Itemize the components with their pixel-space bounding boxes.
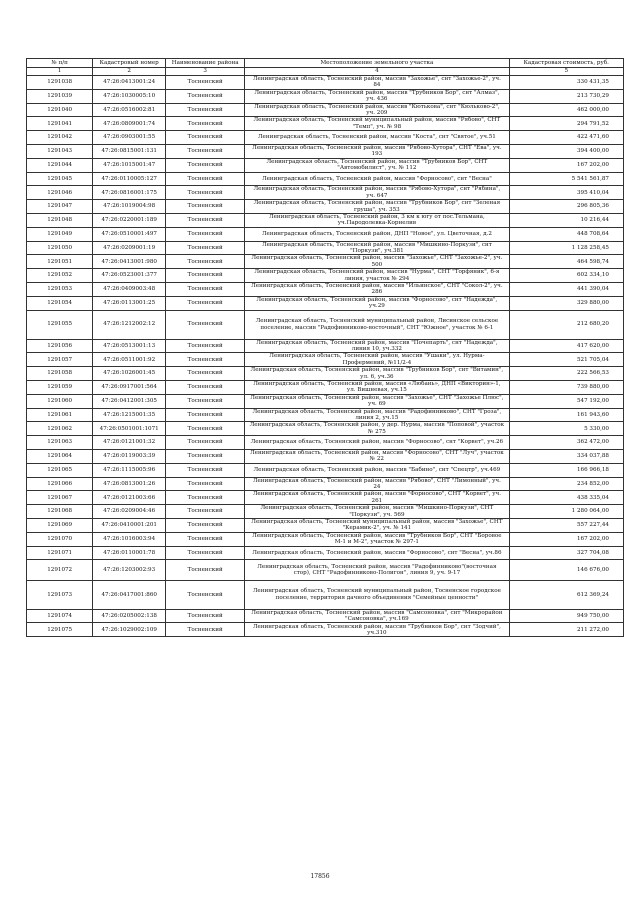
row-district: Тосненский [166,394,245,408]
row-index: 1291044 [27,158,93,172]
row-index: 1291052 [27,269,93,283]
row-cadastral-number: 47:26:0119003:39 [93,449,166,463]
row-district: Тосненский [166,463,245,477]
row-location: Ленинградская область, Тосненский район, массив "Форносово", СНТ "Луч", участок № 22 [245,449,509,463]
row-value: 1 128 258,45 [509,241,624,255]
row-index: 1291058 [27,367,93,381]
row-location: Ленинградская область, Тосненский район, массив "Бабино", снт "Спецтр", уч.469 [245,463,509,477]
table-row [27,609,624,623]
row-cadastral-number: 47:26:0412001:305 [93,394,166,408]
row-cadastral-number: 47:26:0413001:24 [93,76,166,90]
row-cadastral-number: 47:26:0205002:138 [93,609,166,623]
row-value: 5 330,00 [509,422,624,436]
header-cadastral-number: Кадастровый номер [93,59,166,68]
row-index: 1291040 [27,103,93,117]
row-value: 521 705,04 [509,353,624,367]
table-row [27,76,624,90]
row-district: Тосненский [166,296,245,310]
row-location: Ленинградская область, Тосненский район, массив "Радофинниково"(восточная стор), СНТ "Радофинниково-Полигон", линия 9, уч. 9-17 [245,560,509,580]
row-cadastral-number: 47:26:0121003:66 [93,491,166,505]
row-index: 1291046 [27,186,93,200]
table-row [27,580,624,609]
row-location: Ленинградская область, Тосненский район, массив "Рябово-Хутора", СНТ "Ева", уч. 193 [245,144,509,158]
row-cadastral-number: 47:26:0815001:131 [93,144,166,158]
row-index: 1291069 [27,518,93,532]
row-district: Тосненский [166,339,245,353]
row-location: Ленинградская область, Тосненский район, 3 км к югу от пос.Тельмана, уч.Пародолевка-Корнелив [245,213,509,227]
row-cadastral-number: 47:26:1215001:35 [93,408,166,422]
row-cadastral-number: 47:26:0110005:127 [93,172,166,186]
row-cadastral-number: 47:26:1029002:109 [93,623,166,637]
document-page [26,58,624,637]
page-number: 17856 [310,873,330,880]
row-index: 1291049 [27,227,93,241]
row-district: Тосненский [166,518,245,532]
row-value: 296 805,36 [509,200,624,214]
table-row [27,449,624,463]
row-location: Ленинградская область, Тосненский район, массив "Мишкино-Поркузи", СНТ "Поркузи", уч. 569 [245,505,509,519]
row-index: 1291057 [27,353,93,367]
table-row [27,463,624,477]
row-cadastral-number: 47:26:0510001:497 [93,227,166,241]
row-cadastral-number: 47:26:0809001:74 [93,117,166,131]
row-value: 212 680,20 [509,310,624,339]
row-location: Ленинградская область, Тосненский район, массив "Захожье", СНТ "Захожье-2", уч. 500 [245,255,509,269]
row-index: 1291068 [27,505,93,519]
row-district: Тосненский [166,227,245,241]
header-location: Местоположение земельного участка [245,59,509,68]
row-cadastral-number: 47:26:0903001:55 [93,131,166,145]
table-row [27,422,624,436]
row-cadastral-number: 47:26:0113001:25 [93,296,166,310]
row-value: 234 852,00 [509,477,624,491]
row-location: Ленинградская область, Тосненский район, массив "Ильинское", СНТ "Сокол-2", уч. 286 [245,282,509,296]
row-value: 330 431,35 [509,76,624,90]
row-district: Тосненский [166,172,245,186]
row-index: 1291043 [27,144,93,158]
row-index: 1291067 [27,491,93,505]
row-cadastral-number: 47:26:0220001:189 [93,213,166,227]
row-location: Ленинградская область, Тосненский район, у дер. Нурма, массив "Поповой", участок № 275 [245,422,509,436]
row-cadastral-number: 47:26:0410001:201 [93,518,166,532]
row-location: Ленинградская область, Тосненский район, массив "Форносово", снт "Весна" [245,172,509,186]
row-cadastral-number: 47:26:1115005:96 [93,463,166,477]
row-index: 1291053 [27,282,93,296]
row-location: Ленинградская область, Тосненский район, массив "Мишкино-Поркузи", снт "Поркузи", уч.381 [245,241,509,255]
row-district: Тосненский [166,367,245,381]
row-index: 1291041 [27,117,93,131]
row-value: 213 730,29 [509,89,624,103]
row-index: 1291063 [27,436,93,450]
row-value: 739 880,00 [509,380,624,394]
table-row [27,269,624,283]
row-index: 1291062 [27,422,93,436]
row-index: 1291056 [27,339,93,353]
row-district: Тосненский [166,76,245,90]
row-index: 1291070 [27,532,93,546]
table-row [27,560,624,580]
row-value: 557 227,44 [509,518,624,532]
table-row [27,339,624,353]
table-row [27,131,624,145]
row-location: Ленинградская область, Тосненский район, массив "Форносово", снт "Корвет", уч.26 [245,436,509,450]
row-index: 1291075 [27,623,93,637]
col-number-3: 3 [166,68,245,76]
row-cadastral-number: 47:26:1212002:12 [93,310,166,339]
row-cadastral-number: 47:26:0110001:78 [93,546,166,560]
row-district: Тосненский [166,144,245,158]
table-row [27,186,624,200]
table-header [27,59,624,76]
row-value: 334 037,88 [509,449,624,463]
header-index: № п/п [27,59,93,68]
row-index: 1291042 [27,131,93,145]
table-row [27,532,624,546]
row-location: Ленинградская область, Тосненский муниципальный район, массив "Рябово", СНТ "Темп", уч. № 98 [245,117,509,131]
row-index: 1291047 [27,200,93,214]
table-row [27,89,624,103]
table-row [27,172,624,186]
row-district: Тосненский [166,408,245,422]
row-index: 1291060 [27,394,93,408]
row-value: 1 280 064,00 [509,505,624,519]
row-district: Тосненский [166,200,245,214]
table-body [27,76,624,637]
row-location: Ленинградская область, Тосненский муниципальный район, Тосненское городское поселение, территория дачного объединения "Семейные ценности" [245,580,509,609]
row-district: Тосненский [166,310,245,339]
row-cadastral-number: 47:26:1015001:47 [93,158,166,172]
row-value: 464 598,74 [509,255,624,269]
row-index: 1291055 [27,310,93,339]
row-cadastral-number: 47:26:1030005:10 [93,89,166,103]
row-index: 1291066 [27,477,93,491]
table-row [27,158,624,172]
table-row [27,282,624,296]
row-index: 1291059 [27,380,93,394]
row-value: 294 791,52 [509,117,624,131]
row-location: Ленинградская область, Тосненский район, массив "Трубников Бор", СНТ "Боровое М-1 и М-2", участок № 297-1 [245,532,509,546]
row-district: Тосненский [166,269,245,283]
row-district: Тосненский [166,255,245,269]
row-district: Тосненский [166,241,245,255]
cadastral-table [26,58,624,637]
row-value: 417 620,00 [509,339,624,353]
row-value: 166 966,18 [509,463,624,477]
row-value: 612 369,24 [509,580,624,609]
table-row [27,367,624,381]
row-value: 146 676,00 [509,560,624,580]
table-row [27,394,624,408]
row-value: 167 202,00 [509,532,624,546]
row-district: Тосненский [166,131,245,145]
row-cadastral-number: 47:26:0511001:92 [93,353,166,367]
row-district: Тосненский [166,282,245,296]
row-cadastral-number: 47:26:0209001:19 [93,241,166,255]
row-location: Ленинградская область, Тосненский район, массив "Самсоновка", снт "Микрорайон "Самсоновка", уч.169 [245,609,509,623]
row-cadastral-number: 47:26:0417001:860 [93,580,166,609]
row-district: Тосненский [166,422,245,436]
table-row [27,213,624,227]
row-location: Ленинградская область, Тосненский район, массив "Почепарть", снт "Надежда", линия 10, уч.332 [245,339,509,353]
row-cadastral-number: 47:26:0413001:980 [93,255,166,269]
row-location: Ленинградская область, Тосненский район, массив "Захожье", СНТ "Захожье Плюс", уч. 69 [245,394,509,408]
row-cadastral-number: 47:26:0501001:1071 [93,422,166,436]
table-row [27,241,624,255]
row-district: Тосненский [166,117,245,131]
row-value: 327 704,08 [509,546,624,560]
table-row [27,408,624,422]
row-value: 395 410,04 [509,186,624,200]
row-district: Тосненский [166,560,245,580]
row-value: 161 943,60 [509,408,624,422]
row-location: Ленинградская область, Тосненский район, массив «Любань», ДНП «Викторин»-1, ул. Вишневая, уч.15 [245,380,509,394]
row-location: Ленинградская область, Тосненский муниципальный район, Лисинское сельское поселение, массив "Радофинниково-восточный", СНТ "Южное", участок № 6-1 [245,310,509,339]
row-district: Тосненский [166,158,245,172]
row-cadastral-number: 47:26:0121001:32 [93,436,166,450]
row-cadastral-number: 47:26:0813001:26 [93,477,166,491]
row-location: Ленинградская область, Тосненский район, массив "Форносово", снт "Весна", уч.86 [245,546,509,560]
row-value: 362 472,00 [509,436,624,450]
col-number-2: 2 [93,68,166,76]
row-cadastral-number: 47:26:0409003:48 [93,282,166,296]
row-value: 394 400,00 [509,144,624,158]
row-index: 1291073 [27,580,93,609]
table-row [27,380,624,394]
row-value: 167 202,00 [509,158,624,172]
row-location: Ленинградская область, Тосненский район, ДНП "Новое", ул. Цветочная, д.2 [245,227,509,241]
row-value: 462 000,00 [509,103,624,117]
row-index: 1291065 [27,463,93,477]
table-row [27,353,624,367]
row-district: Тосненский [166,186,245,200]
row-cadastral-number: 47:26:1203002:93 [93,560,166,580]
col-number-1: 1 [27,68,93,76]
row-location: Ленинградская область, Тосненский район, массив "Трубников Бор", СНТ "Автомобилист", уч. № 112 [245,158,509,172]
row-cadastral-number: 47:26:0513001:13 [93,339,166,353]
row-location: Ленинградская область, Тосненский район, массив "Трубников Бор", снт "Зеленая груша", уч. 353 [245,200,509,214]
table-row [27,296,624,310]
row-index: 1291054 [27,296,93,310]
row-district: Тосненский [166,353,245,367]
table-row [27,103,624,117]
row-value: 949 750,00 [509,609,624,623]
row-value: 329 880,00 [509,296,624,310]
row-index: 1291074 [27,609,93,623]
row-value: 5 541 561,87 [509,172,624,186]
row-district: Тосненский [166,505,245,519]
table-row [27,546,624,560]
table-row [27,491,624,505]
row-district: Тосненский [166,491,245,505]
row-location: Ленинградская область, Тосненский район, массив "Нурма", СНТ "Торфяник", 6-я линия, участок № 294 [245,269,509,283]
table-row [27,518,624,532]
row-location: Ленинградская область, Тосненский район, массив "Ушаки", ул. Нурма-Профермений, №11/2-4 [245,353,509,367]
row-district: Тосненский [166,580,245,609]
row-cadastral-number: 47:26:1019004:98 [93,200,166,214]
row-location: Ленинградская область, Тосненский муниципальный район, массив "Захожье", СНТ "Керамик-2", уч. № 141 [245,518,509,532]
row-index: 1291039 [27,89,93,103]
row-index: 1291038 [27,76,93,90]
table-row [27,255,624,269]
row-cadastral-number: 47:26:0209004:46 [93,505,166,519]
row-location: Ленинградская область, Тосненский район, массив "Трубников Бор", снт "Алмаз", уч. 436 [245,89,509,103]
row-cadastral-number: 47:26:1016003:94 [93,532,166,546]
table-row [27,623,624,637]
row-index: 1291051 [27,255,93,269]
row-cadastral-number: 47:26:0523001:377 [93,269,166,283]
row-index: 1291048 [27,213,93,227]
row-district: Тосненский [166,213,245,227]
table-row [27,505,624,519]
row-value: 441 390,04 [509,282,624,296]
row-location: Ленинградская область, Тосненский район, массив "Форносово", СНТ "Корвет", уч. 261 [245,491,509,505]
row-district: Тосненский [166,103,245,117]
row-district: Тосненский [166,449,245,463]
row-index: 1291061 [27,408,93,422]
row-district: Тосненский [166,546,245,560]
row-value: 422 471,60 [509,131,624,145]
table-row [27,227,624,241]
table-row [27,477,624,491]
row-location: Ленинградская область, Тосненский район, массив "Трубников Бор", снт "Витамин", ул. 6, уч.36 [245,367,509,381]
row-value: 547 192,00 [509,394,624,408]
row-location: Ленинградская область, Тосненский район, массив "Рябово", СНТ "Лимонный", уч. 24 [245,477,509,491]
row-index: 1291050 [27,241,93,255]
row-cadastral-number: 47:26:0516002:81 [93,103,166,117]
row-district: Тосненский [166,89,245,103]
row-index: 1291072 [27,560,93,580]
table-row [27,117,624,131]
row-index: 1291045 [27,172,93,186]
col-number-5: 5 [509,68,624,76]
row-index: 1291064 [27,449,93,463]
row-cadastral-number: 47:26:0816001:175 [93,186,166,200]
row-district: Тосненский [166,477,245,491]
row-district: Тосненский [166,532,245,546]
row-location: Ленинградская область, Тосненский район, массив "Кютькова", снт "Кюльково-2", уч. 209 [245,103,509,117]
row-value: 602 334,10 [509,269,624,283]
row-value: 10 216,44 [509,213,624,227]
row-location: Ленинградская область, Тосненский район, массив "Форносово", снт "Надежда", уч.29 [245,296,509,310]
row-cadastral-number: 47:26:1026001:45 [93,367,166,381]
table-row [27,200,624,214]
row-district: Тосненский [166,623,245,637]
row-district: Тосненский [166,609,245,623]
row-location: Ленинградская область, Тосненский район, массив "Коста", снт "Святое", уч.51 [245,131,509,145]
row-district: Тосненский [166,380,245,394]
col-number-4: 4 [245,68,509,76]
row-district: Тосненский [166,436,245,450]
row-value: 438 335,04 [509,491,624,505]
row-location: Ленинградская область, Тосненский район, массив "Рябово-Хутора", снт "Рябина", уч. 647 [245,186,509,200]
row-value: 211 272,00 [509,623,624,637]
row-value: 222 566,53 [509,367,624,381]
table-row [27,436,624,450]
row-location: Ленинградская область, Тосненский район, массив "Захожье", снт "Захожье-2", уч. 84 [245,76,509,90]
header-value: Кадастровая стоимость, руб. [509,59,624,68]
row-index: 1291071 [27,546,93,560]
row-cadastral-number: 47:26:0917001:564 [93,380,166,394]
header-district: Наименование района [166,59,245,68]
row-location: Ленинградская область, Тосненский район, массив "Трубников Бор", снт "Зодчий", уч.310 [245,623,509,637]
table-row [27,144,624,158]
row-location: Ленинградская область, Тосненский район, массив "Радофинниково", СНТ "Гроза", линия 2, уч.15 [245,408,509,422]
row-value: 448 708,64 [509,227,624,241]
table-row [27,310,624,339]
